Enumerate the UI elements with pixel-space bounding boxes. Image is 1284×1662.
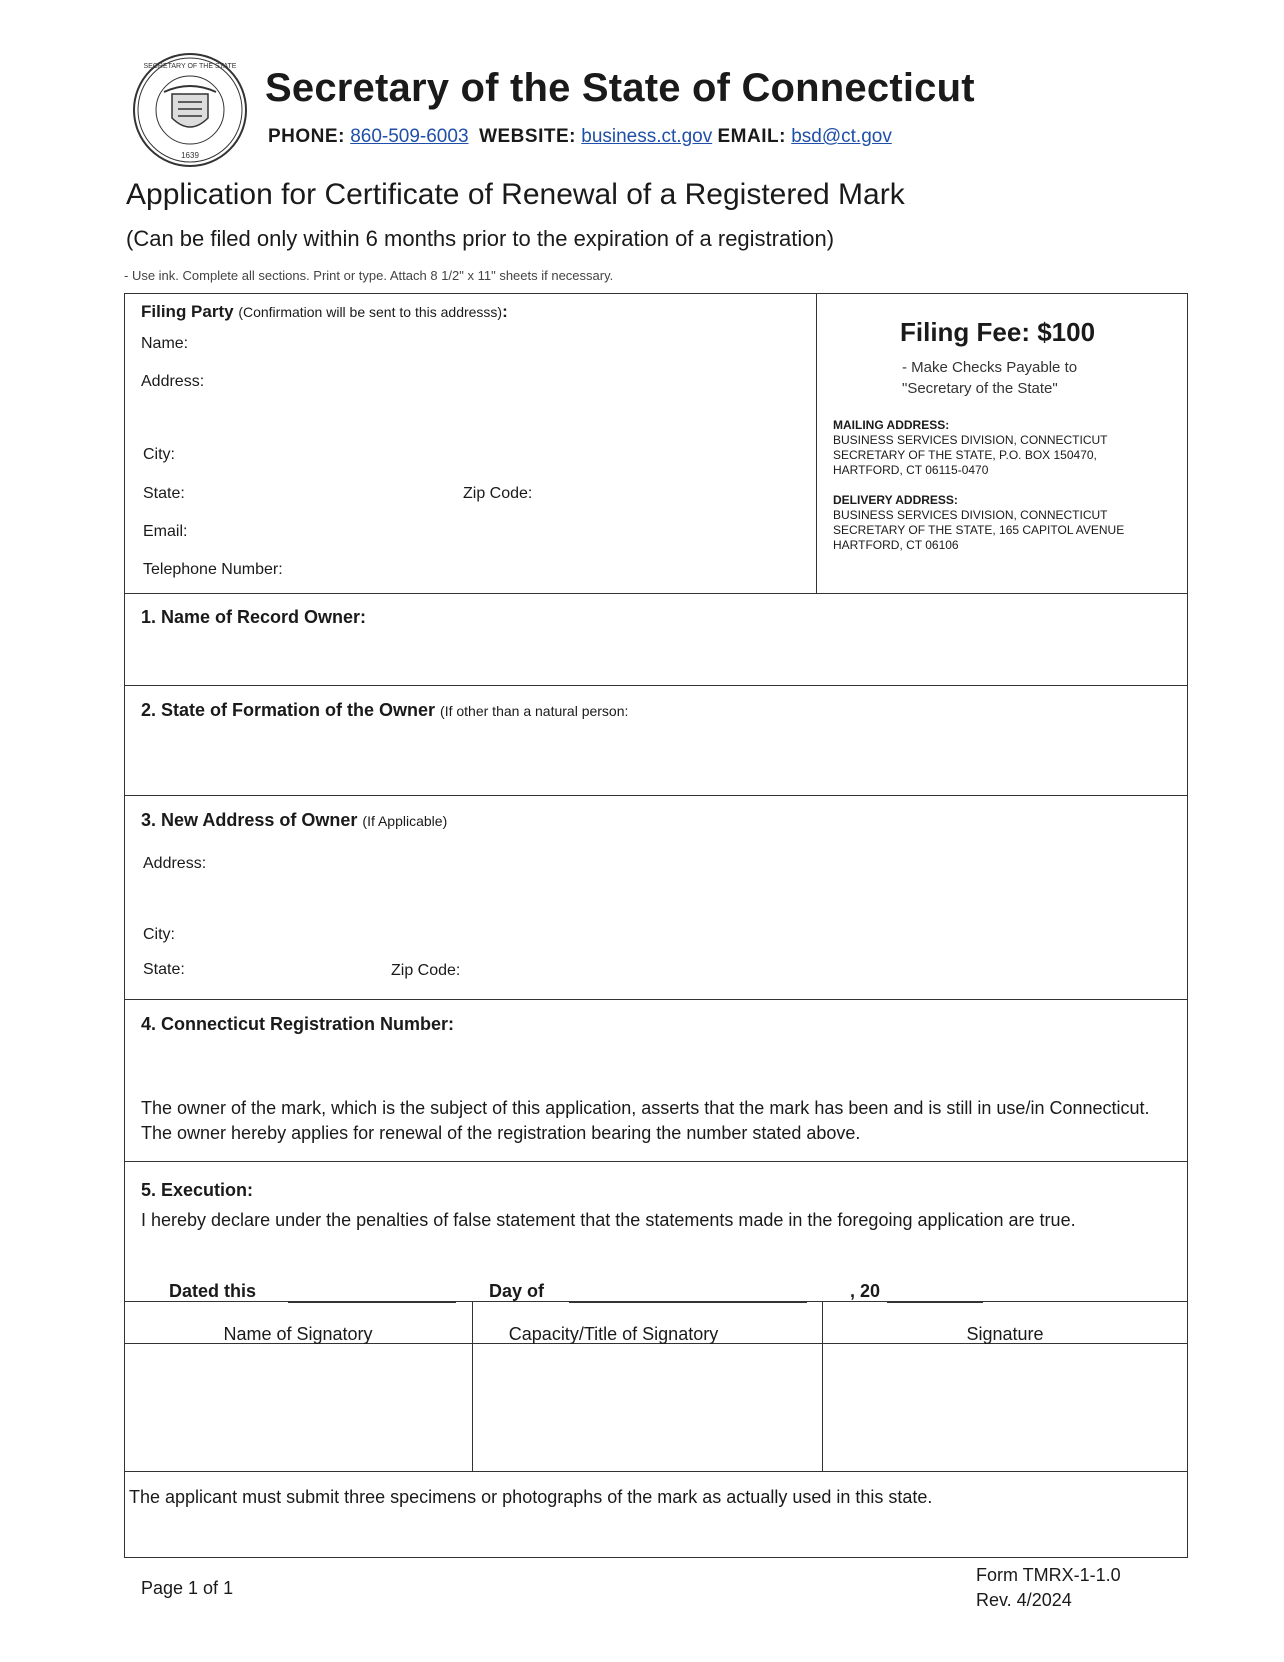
form-subtitle: (Can be filed only within 6 months prior to the expiration of a registration) [126, 226, 835, 251]
mailing-line: HARTFORD, CT 06115-0470 [833, 463, 989, 477]
mailing-line: BUSINESS SERVICES DIVISION, CONNECTICUT [833, 433, 1108, 447]
contact-line [268, 126, 892, 148]
filing-email-field[interactable]: Email: [143, 523, 188, 540]
section2-title: 2. State of Formation of the Owner [141, 700, 436, 720]
email-link[interactable]: bsd@ct.gov [791, 126, 892, 147]
filing-phone-field[interactable]: Telephone Number: [143, 561, 283, 578]
svg-text:1639: 1639 [181, 151, 199, 160]
section3-title: 3. New Address of Owner [141, 810, 358, 830]
execution-heading: 5. Execution: [141, 1180, 254, 1200]
filing-address-field[interactable]: Address: [141, 373, 205, 390]
specimen-note: The applicant must submit three specimens or photographs of the mark as actually used in this state. [129, 1487, 933, 1507]
divider [124, 795, 1188, 796]
month-input-line[interactable] [569, 1302, 807, 1303]
form-instructions: - Use ink. Complete all sections. Print or type. Attach 8 1/2" x 11" sheets if necessary. [124, 268, 614, 283]
col-signature: Signature [966, 1324, 1044, 1344]
filing-zip-field[interactable]: Zip Code: [463, 485, 533, 502]
website-label: WEBSITE: [479, 126, 576, 147]
section2-note: (If other than a natural person: [440, 703, 629, 719]
section3-note: (If Applicable) [362, 813, 448, 829]
filing-name-field[interactable]: Name: [141, 335, 189, 352]
delivery-line: HARTFORD, CT 06106 [833, 538, 959, 552]
divider [124, 1161, 1188, 1162]
delivery-line: BUSINESS SERVICES DIVISION, CONNECTICUT [833, 508, 1108, 522]
record-owner-field[interactable]: 1. Name of Record Owner: [141, 607, 367, 627]
svg-text:SECRETARY OF THE STATE: SECRETARY OF THE STATE [143, 63, 237, 70]
filing-party-divider [816, 293, 817, 593]
year-label: , 20 [850, 1281, 881, 1301]
state-of-formation-field[interactable] [141, 700, 628, 721]
delivery-heading: DELIVERY ADDRESS: [833, 493, 958, 507]
new-zip-field[interactable]: Zip Code: [391, 962, 461, 979]
filing-party-title: Filing Party [141, 302, 234, 321]
delivery-line: SECRETARY OF THE STATE, 165 CAPITOL AVENUE [833, 523, 1125, 537]
new-address-heading [141, 810, 447, 831]
mailing-heading: MAILING ADDRESS: [833, 418, 950, 432]
payable-note [902, 357, 1077, 399]
new-city-field[interactable]: City: [143, 926, 175, 943]
website-link[interactable]: business.ct.gov [581, 126, 713, 147]
col-name-of-signatory: Name of Signatory [223, 1324, 373, 1344]
day-of-label: Day of [489, 1281, 545, 1301]
divider [124, 1471, 1188, 1472]
signature-cell[interactable] [823, 1344, 1187, 1470]
owner-statement: The owner of the mark, which is the subject of this application, asserts that the mark has been and is still in use/in Connecticut. The owner hereby applies for renewal of the registration bearing the number stated above. [141, 1098, 1150, 1143]
payable-line: "Secretary of the State" [902, 380, 1058, 397]
filing-party-note: (Confirmation will be sent to this addresss) [238, 304, 503, 320]
new-state-field[interactable]: State: [143, 961, 185, 978]
page-number: Page 1 of 1 [141, 1578, 234, 1598]
col-capacity-title: Capacity/Title of Signatory [508, 1324, 719, 1344]
payable-line: - Make Checks Payable to [902, 359, 1078, 376]
divider [124, 685, 1188, 686]
phone-link[interactable]: 860-509-6003 [350, 126, 469, 147]
divider [124, 593, 1188, 594]
form-title: Application for Certificate of Renewal of a Registered Mark [126, 178, 905, 211]
signatory-capacity-cell[interactable] [473, 1344, 821, 1470]
divider [124, 999, 1188, 1000]
declaration-statement: I hereby declare under the penalties of false statement that the statements made in the foregoing application are true. [141, 1210, 1076, 1230]
form-id: Form TMRX-1-1.0 [976, 1565, 1121, 1585]
filing-city-field[interactable]: City: [143, 446, 175, 463]
day-input-line[interactable] [288, 1302, 456, 1303]
dated-this-label: Dated this [169, 1281, 257, 1301]
phone-label: PHONE: [268, 126, 345, 147]
form-revision: Rev. 4/2024 [976, 1590, 1072, 1610]
email-label: EMAIL: [717, 126, 786, 147]
signatory-name-cell[interactable] [125, 1344, 471, 1470]
registration-number-field[interactable]: 4. Connecticut Registration Number: [141, 1014, 455, 1034]
mailing-address [833, 418, 1183, 478]
filing-party-heading [141, 302, 508, 322]
agency-title: Secretary of the State of Connecticut [265, 66, 975, 110]
filing-state-field[interactable]: State: [143, 485, 185, 502]
filing-fee: Filing Fee: $100 [900, 317, 1096, 347]
filing-party-colon: : [502, 302, 508, 321]
new-address-field[interactable]: Address: [143, 855, 207, 872]
year-input-line[interactable] [887, 1302, 983, 1303]
state-seal-icon [132, 52, 248, 168]
mailing-line: SECRETARY OF THE STATE, P.O. BOX 150470, [833, 448, 1097, 462]
delivery-address [833, 493, 1183, 553]
